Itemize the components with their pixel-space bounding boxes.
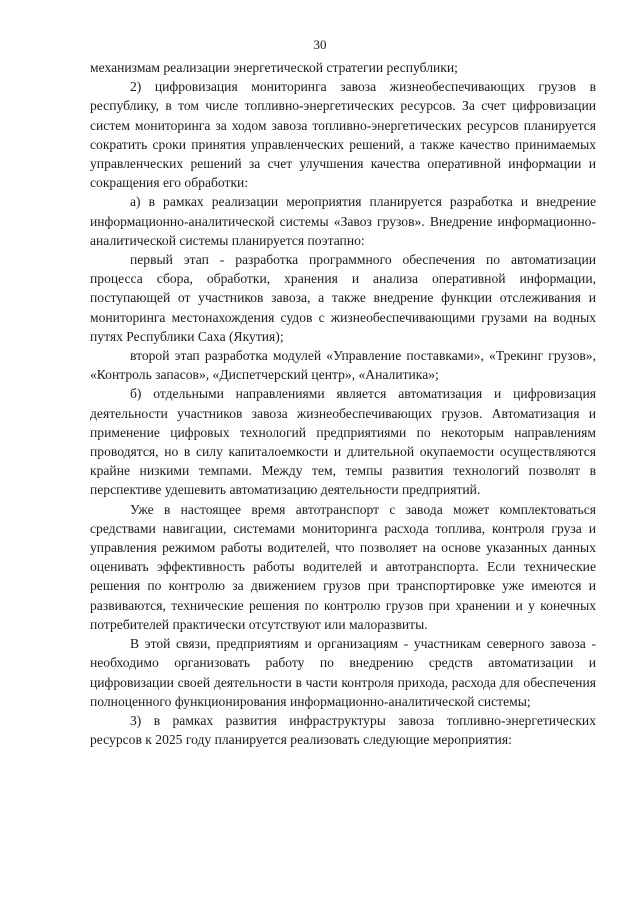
paragraph: б) отдельными направлениями является автоматизация и цифровизация деятельности участников завоза жизнеобеспечивающих грузов. Автоматизация и применение цифровых технологий предприятиями по некоторым направлениям проводятся, но в силу капиталоемкости и длительной окупаемости осуществляются крайне низкими темпами. Между тем, темпы развития технологий позволят в перспективе удешевить автоматизацию деятельности предприятий. <box>90 386 596 498</box>
paragraph: а) в рамках реализации мероприятия планируется разработка и внедрение информационно-аналитической системы «Завоз грузов». Внедрение информационно-аналитической системы планируется поэтапно: <box>90 194 596 248</box>
paragraph: механизмам реализации энергетической стратегии республики; <box>90 60 458 75</box>
paragraph: второй этап разработка модулей «Управление поставками», «Трекинг грузов», «Контроль запасов», «Диспетчерский центр», «Аналитика»; <box>90 348 596 383</box>
paragraph: В этой связи, предприятиям и организациям - участникам северного завоза - необходимо организовать работу по внедрению средств автоматизации и цифровизации своей деятельности в части контроля прихода, расхода для обеспечения полноценного функционирования информационно-аналитической системы; <box>90 636 596 709</box>
paragraph: Уже в настоящее время автотранспорт с завода может комплектоваться средствами навигации, системами мониторинга расхода топлива, контроля груза и управления режимом работы водителей, что позволяет на основе указанных данных оценивать эффективность работы водителей и автотранспорта. Если технические решения по контролю за движением грузов при транспортировке уже имеются и развиваются, технические решения по контролю грузов при хранении и у конечных потребителей практически отсутствуют или малоразвиты. <box>90 501 596 632</box>
paragraph: 2) цифровизация мониторинга завоза жизнеобеспечивающих грузов в республику, в том числе топливно-энергетических ресурсов. За счет цифровизации систем мониторинга за ходом завоза топливно-энергетических ресурсов планируется сократить сроки принятия управленческих решений, а также качество принимаемых управленческих решений за счет улучшения качества оперативной информации и сокращения его обработки: <box>90 79 596 191</box>
paragraph: первый этап - разработка программного обеспечения по автоматизации процесса сбора, обработки, хранения и анализа оперативной информации, поступающей от участников завоза, а также внедрение функции отслеживания и мониторинга местонахождения судов с жизнеобеспечивающими грузами на водных путях Республики Саха (Якутия); <box>90 252 596 344</box>
paragraph: 3) в рамках развития инфраструктуры завоза топливно-энергетических ресурсов к 2025 году планируется реализовать следующие мероприятия: <box>90 712 596 748</box>
page-number: 30 <box>313 37 327 52</box>
body-text <box>90 58 596 749</box>
